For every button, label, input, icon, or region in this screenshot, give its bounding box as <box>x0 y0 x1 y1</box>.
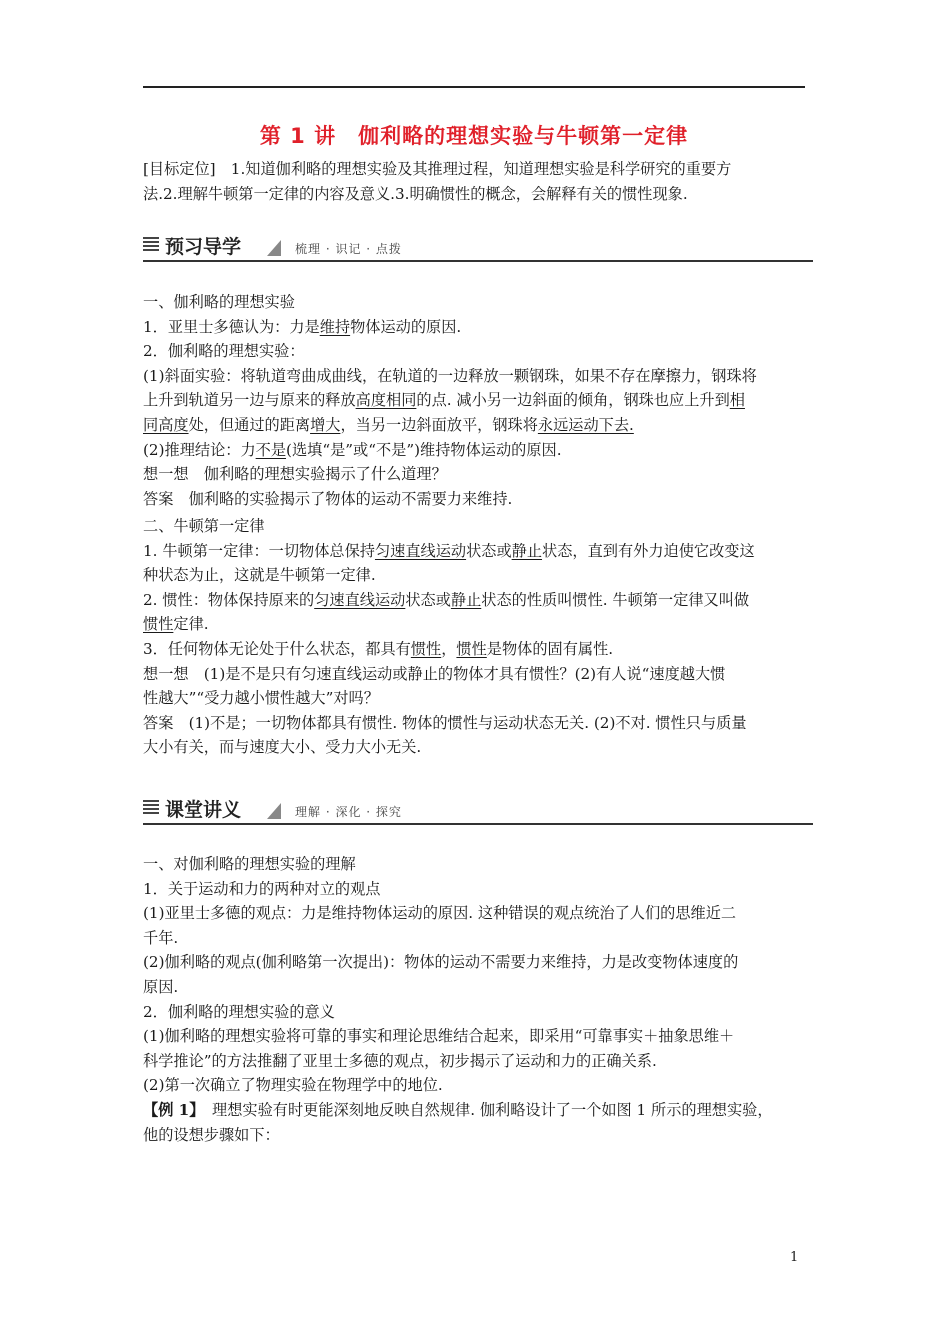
page-title: 第 1 讲 伽利略的理想实验与牛顿第一定律 <box>259 124 689 148</box>
triangle-icon <box>267 803 281 819</box>
paragraph: 2．伽利略的理想实验： <box>143 342 305 361</box>
blank-answer: 静止 <box>450 590 482 609</box>
triangle-icon <box>267 240 281 256</box>
blank-answer: 增大 <box>310 415 341 434</box>
stripes-icon <box>143 237 159 255</box>
banner-rule <box>143 823 813 825</box>
example-label: 【例 1】 <box>143 1100 197 1119</box>
stripes-icon <box>143 800 159 818</box>
top-rule <box>143 86 805 88</box>
section-galileo-experiment <box>143 290 813 511</box>
paragraph: 2. 惯性：物体保持原来的匀速直线运动状态或静止状态的性质叫惯性. 牛顿第一定律又叫做 <box>143 590 750 609</box>
example: 【例 1】 理想实验有时更能深刻地反映自然规律. 伽利略设计了一个如图 1 所示的理想实验， <box>143 1100 773 1119</box>
banner-rule <box>143 260 813 262</box>
paragraph: (1)斜面实验：将轨道弯曲成曲线，在轨道的一边释放一颗钢珠，如果不存在摩擦力，钢珠将 <box>143 366 757 385</box>
blank-answer: 匀速直线运动 <box>374 541 467 560</box>
answer: 答案 (1)不是；一切物体都具有惯性. 物体的惯性与运动状态无关. (2)不对. 惯性只与质量 <box>143 713 747 732</box>
paragraph: 3．任何物体无论处于什么状态，都具有惯性，惯性是物体的固有属性. <box>143 639 614 658</box>
section-heading: 二、牛顿第一定律 <box>143 517 265 535</box>
paragraph: 2．伽利略的理想实验的意义 <box>143 1002 335 1021</box>
blank-answer: 惯性 <box>410 639 442 658</box>
paragraph: (1)亚里士多德的观点：力是维持物体运动的原因. 这种错误的观点统治了人们的思维近二 <box>143 904 737 923</box>
paragraph: (1)伽利略的理想实验将可靠的事实和理论思维结合起来，即采用“可靠事实＋抽象思维＋ <box>143 1027 735 1046</box>
banner-preview <box>143 232 813 262</box>
banner-heading: 预习导学 <box>165 236 242 258</box>
paragraph: 惯性定律. <box>143 615 209 634</box>
think-question: 性越大”“受力越小惯性越大”对吗？ <box>143 689 379 708</box>
paragraph: 原因. <box>143 977 179 996</box>
answer: 答案 伽利略的实验揭示了物体的运动不需要力来维持. <box>143 489 513 508</box>
paragraph: (2)推理结论：力不是(选填“是”或“不是”)维持物体运动的原因. <box>143 440 562 459</box>
blank-answer: 永远运动下去. <box>537 415 634 434</box>
section-heading: 一、对伽利略的理想实验的理解 <box>143 855 356 873</box>
blank-answer: 惯性 <box>456 639 487 658</box>
paragraph: 种状态为止，这就是牛顿第一定律. <box>143 566 376 585</box>
section-newton-first-law <box>143 514 813 760</box>
blank-answer: 不是 <box>255 440 287 459</box>
paragraph: 千年. <box>143 928 179 947</box>
blank-answer: 维持 <box>319 317 351 336</box>
page-number: 1 <box>790 1250 799 1265</box>
example: 他的设想步骤如下： <box>143 1125 280 1144</box>
blank-answer: 静止 <box>511 541 543 560</box>
paragraph: (2)第一次确立了物理实验在物理学中的地位. <box>143 1076 443 1095</box>
blank-answer: 匀速直线运动 <box>314 590 406 609</box>
paragraph: 同高度处，但通过的距离增大，当另一边斜面放平，钢珠将永远运动下去. <box>143 415 634 434</box>
intro-line: [目标定位] 1.知道伽利略的理想实验及其推理过程，知道理想实验是科学研究的重要方 <box>143 160 732 178</box>
answer: 大小有关，而与速度大小、受力大小无关. <box>143 738 422 757</box>
intro-line: 法.2.理解牛顿第一定律的内容及意义.3.明确惯性的概念，会解释有关的惯性现象. <box>143 184 688 203</box>
paragraph: 科学推论”的方法推翻了亚里士多德的观点，初步揭示了运动和力的正确关系. <box>143 1051 657 1070</box>
think-question: 想一想 (1)是不是只有匀速直线运动或静止的物体才具有惯性？(2)有人说“速度越大惯 <box>143 664 726 683</box>
section-heading: 一、伽利略的理想实验 <box>143 293 295 311</box>
banner-subtitle: 梳理 · 识记 · 点拨 <box>295 242 402 256</box>
section-understanding <box>143 852 813 1147</box>
banner-lecture <box>143 795 813 825</box>
paragraph: 1. 牛顿第一定律：一切物体总保持匀速直线运动状态或静止状态，直到有外力迫使它改变这 <box>143 541 755 560</box>
blank-answer: 惯性 <box>143 615 174 634</box>
think-question: 想一想 伽利略的理想实验揭示了什么道理？ <box>143 465 447 484</box>
banner-subtitle: 理解 · 深化 · 探究 <box>295 805 402 819</box>
blank-answer: 高度相同 <box>355 391 417 410</box>
paragraph: 1．亚里士多德认为：力是维持物体运动的原因. <box>143 317 462 336</box>
blank-answer: 相 <box>729 391 745 410</box>
intro-paragraph <box>143 157 813 206</box>
banner-heading: 课堂讲义 <box>165 799 242 821</box>
paragraph: 1．关于运动和力的两种对立的观点 <box>143 879 381 898</box>
paragraph: (2)伽利略的观点(伽利略第一次提出)：物体的运动不需要力来维持，力是改变物体速度的 <box>143 953 739 972</box>
blank-answer: 同高度 <box>143 415 189 434</box>
paragraph: 上升到轨道另一边与原来的释放高度相同的点. 减小另一边斜面的倾角，钢珠也应上升到相 <box>143 391 745 410</box>
